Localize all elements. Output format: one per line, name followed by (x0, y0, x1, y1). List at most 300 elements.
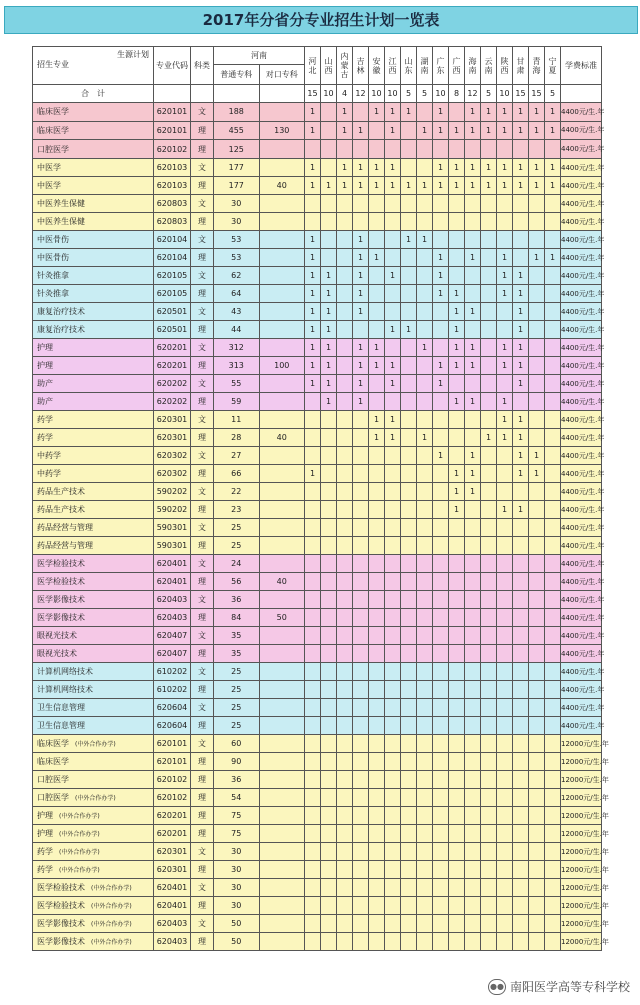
province-quota (417, 609, 433, 627)
province-quota (529, 825, 545, 843)
province-quota (337, 375, 353, 393)
major-code: 590301 (154, 519, 191, 537)
subject-type: 文 (191, 483, 214, 501)
major-name: 助产 (37, 379, 53, 388)
major-code: 620407 (154, 627, 191, 645)
province-quota (305, 753, 321, 771)
province-quota (465, 915, 481, 933)
major-name: 中药学 (37, 451, 61, 460)
fee-cell: 12000元/生.年 (561, 753, 602, 771)
province-quota (337, 645, 353, 663)
province-quota (337, 717, 353, 735)
henan-vocational (259, 140, 305, 159)
province-quota: 1 (513, 103, 529, 122)
province-quota (481, 573, 497, 591)
province-quota (449, 663, 465, 681)
province-quota (353, 681, 369, 699)
province-header: 安徽 (369, 47, 385, 85)
province-quota: 1 (385, 357, 401, 375)
province-quota (369, 843, 385, 861)
province-quota: 1 (513, 303, 529, 321)
province-total: 10 (369, 85, 385, 103)
province-quota: 1 (481, 121, 497, 140)
subject-type: 理 (191, 771, 214, 789)
province-quota: 1 (497, 429, 513, 447)
province-total: 10 (497, 85, 513, 103)
province-quota (417, 267, 433, 285)
province-quota (449, 771, 465, 789)
major-name: 药学 (37, 433, 53, 442)
province-quota (353, 645, 369, 663)
major-cell (33, 753, 154, 771)
major-name: 计算机网络技术 (37, 667, 93, 676)
subject-type: 文 (191, 103, 214, 122)
province-quota (337, 249, 353, 267)
province-quota (465, 861, 481, 879)
province-quota (401, 339, 417, 357)
province-quota (513, 573, 529, 591)
province-quota (369, 447, 385, 465)
province-quota (385, 537, 401, 555)
major-cell (33, 411, 154, 429)
subject-type: 理 (191, 285, 214, 303)
subject-type: 理 (191, 825, 214, 843)
province-quota (385, 393, 401, 411)
province-quota (449, 591, 465, 609)
subject-type: 理 (191, 429, 214, 447)
fee-cell: 12000元/生.年 (561, 879, 602, 897)
province-quota: 1 (305, 303, 321, 321)
province-quota (449, 789, 465, 807)
province-quota (465, 933, 481, 951)
province-quota (449, 609, 465, 627)
province-quota (305, 591, 321, 609)
province-quota (529, 717, 545, 735)
province-quota (401, 591, 417, 609)
province-quota (545, 339, 561, 357)
province-quota (465, 735, 481, 753)
province-quota (497, 465, 513, 483)
major-name: 医学检验技术 (37, 883, 85, 892)
wechat-icon: ●● (488, 979, 506, 995)
table-row (33, 519, 602, 537)
province-quota (513, 753, 529, 771)
province-quota (545, 897, 561, 915)
province-quota (321, 429, 337, 447)
province-quota: 1 (497, 285, 513, 303)
province-quota (481, 213, 497, 231)
fee-cell: 4400元/生.年 (561, 519, 602, 537)
henan-vocational (259, 537, 305, 555)
major-cell (33, 573, 154, 591)
province-quota (321, 879, 337, 897)
major-code: 590202 (154, 483, 191, 501)
province-quota (497, 303, 513, 321)
fee-cell: 4400元/生.年 (561, 573, 602, 591)
fee-cell: 4400元/生.年 (561, 393, 602, 411)
henan-vocational (259, 501, 305, 519)
province-quota (433, 825, 449, 843)
major-name: 临床医学 (37, 757, 69, 766)
major-cell (33, 681, 154, 699)
henan-vocational (259, 699, 305, 717)
major-name: 眼视光技术 (37, 649, 77, 658)
province-quota (465, 375, 481, 393)
province-quota (369, 609, 385, 627)
province-quota (369, 879, 385, 897)
province-quota (529, 771, 545, 789)
subject-type: 理 (191, 465, 214, 483)
major-cell (33, 897, 154, 915)
province-quota: 1 (497, 393, 513, 411)
major-cell (33, 537, 154, 555)
henan-vocational: 50 (259, 609, 305, 627)
province-quota (417, 879, 433, 897)
province-quota (353, 789, 369, 807)
henan-vocational-header: 对口专科 (259, 65, 305, 85)
province-quota (321, 915, 337, 933)
henan-regular: 36 (214, 591, 260, 609)
province-quota (353, 753, 369, 771)
province-quota (529, 753, 545, 771)
province-quota: 1 (497, 267, 513, 285)
province-quota (369, 699, 385, 717)
province-quota (401, 915, 417, 933)
province-quota (433, 519, 449, 537)
province-quota (353, 735, 369, 753)
province-quota (449, 681, 465, 699)
henan-regular: 66 (214, 465, 260, 483)
table-row (33, 357, 602, 375)
corner-header (33, 47, 154, 85)
province-quota: 1 (353, 231, 369, 249)
province-quota (385, 807, 401, 825)
province-quota: 1 (449, 177, 465, 195)
major-cell (33, 933, 154, 951)
province-quota: 1 (465, 177, 481, 195)
province-header: 山西 (321, 47, 337, 85)
province-quota (513, 915, 529, 933)
major-cell (33, 735, 154, 753)
major-code: 620401 (154, 555, 191, 573)
major-name: 药品生产技术 (37, 505, 85, 514)
province-quota: 1 (465, 159, 481, 177)
table-row (33, 339, 602, 357)
province-quota (513, 555, 529, 573)
province-quota (433, 627, 449, 645)
henan-vocational: 100 (259, 357, 305, 375)
province-quota: 1 (337, 103, 353, 122)
province-quota (353, 699, 369, 717)
province-quota (369, 321, 385, 339)
province-quota (305, 519, 321, 537)
province-quota (385, 915, 401, 933)
province-quota (545, 681, 561, 699)
table-row (33, 429, 602, 447)
province-quota (305, 843, 321, 861)
province-quota (433, 303, 449, 321)
province-quota (545, 231, 561, 249)
province-quota: 1 (433, 375, 449, 393)
province-quota (369, 285, 385, 303)
henan-regular: 35 (214, 627, 260, 645)
major-cell (33, 321, 154, 339)
province-quota: 1 (385, 429, 401, 447)
province-quota (465, 591, 481, 609)
province-quota (465, 681, 481, 699)
province-quota (385, 447, 401, 465)
major-name: 医学影像技术 (37, 919, 85, 928)
province-quota (433, 195, 449, 213)
major-cell (33, 177, 154, 195)
province-quota (385, 681, 401, 699)
province-header: 海南 (465, 47, 481, 85)
table-row (33, 591, 602, 609)
province-quota (465, 609, 481, 627)
province-quota: 1 (305, 375, 321, 393)
major-name: 临床医学 (37, 107, 69, 117)
province-quota (369, 375, 385, 393)
province-quota (369, 861, 385, 879)
province-quota (433, 429, 449, 447)
table-row (33, 897, 602, 915)
major-code: 620102 (154, 140, 191, 159)
province-quota (353, 537, 369, 555)
province-quota: 1 (449, 357, 465, 375)
province-quota (481, 357, 497, 375)
province-header: 湖南 (417, 47, 433, 85)
province-quota: 1 (529, 121, 545, 140)
province-quota (401, 213, 417, 231)
major-code: 620604 (154, 699, 191, 717)
major-code: 620201 (154, 825, 191, 843)
province-quota (497, 753, 513, 771)
henan-vocational: 40 (259, 573, 305, 591)
major-code: 620401 (154, 573, 191, 591)
province-quota (545, 573, 561, 591)
table-row (33, 121, 602, 140)
province-quota (369, 807, 385, 825)
province-quota: 1 (353, 159, 369, 177)
province-quota (385, 573, 401, 591)
province-quota (417, 159, 433, 177)
major-note: (中外合作办学) (59, 813, 100, 820)
major-code: 620103 (154, 159, 191, 177)
province-quota (385, 717, 401, 735)
major-code: 620301 (154, 843, 191, 861)
province-quota (529, 609, 545, 627)
province-total: 15 (529, 85, 545, 103)
province-quota: 1 (385, 121, 401, 140)
province-quota (481, 681, 497, 699)
total-fee-cell (561, 85, 602, 103)
henan-regular: 62 (214, 267, 260, 285)
major-code: 620403 (154, 591, 191, 609)
province-quota (545, 627, 561, 645)
province-total: 5 (417, 85, 433, 103)
province-quota (465, 699, 481, 717)
henan-vocational (259, 843, 305, 861)
province-quota (353, 807, 369, 825)
province-quota (433, 717, 449, 735)
province-quota (497, 735, 513, 753)
province-quota (401, 789, 417, 807)
major-code: 590202 (154, 501, 191, 519)
province-quota: 1 (337, 177, 353, 195)
province-quota (321, 771, 337, 789)
major-cell (33, 843, 154, 861)
province-quota (321, 447, 337, 465)
major-note: (中外合作办学) (75, 795, 116, 802)
province-quota (465, 501, 481, 519)
major-name: 护理 (37, 361, 53, 370)
province-quota (433, 645, 449, 663)
province-quota (385, 231, 401, 249)
province-quota (433, 411, 449, 429)
province-quota: 1 (353, 249, 369, 267)
subject-type: 文 (191, 663, 214, 681)
province-quota (369, 465, 385, 483)
province-quota (513, 735, 529, 753)
province-quota (337, 933, 353, 951)
province-quota (321, 717, 337, 735)
fee-cell: 4400元/生.年 (561, 537, 602, 555)
province-quota (465, 267, 481, 285)
henan-regular: 53 (214, 231, 260, 249)
major-name: 临床医学 (37, 739, 69, 748)
province-quota (481, 591, 497, 609)
province-quota (497, 321, 513, 339)
henan-regular: 24 (214, 555, 260, 573)
province-quota (481, 483, 497, 501)
province-quota (481, 735, 497, 753)
fee-cell: 4400元/生.年 (561, 591, 602, 609)
province-quota: 1 (321, 285, 337, 303)
province-quota (529, 699, 545, 717)
province-quota (465, 321, 481, 339)
henan-regular: 30 (214, 213, 260, 231)
province-quota: 1 (513, 121, 529, 140)
fee-cell: 12000元/生.年 (561, 915, 602, 933)
province-quota: 1 (497, 159, 513, 177)
province-quota (369, 717, 385, 735)
province-quota (481, 789, 497, 807)
province-header: 甘肃 (513, 47, 529, 85)
province-quota: 1 (385, 177, 401, 195)
province-total: 4 (337, 85, 353, 103)
province-quota (449, 699, 465, 717)
province-quota (513, 861, 529, 879)
province-quota (417, 573, 433, 591)
province-quota: 1 (481, 177, 497, 195)
henan-regular: 30 (214, 195, 260, 213)
province-quota: 1 (401, 103, 417, 122)
province-quota (545, 861, 561, 879)
province-quota (353, 447, 369, 465)
province-quota (369, 645, 385, 663)
province-quota (449, 555, 465, 573)
province-quota (305, 483, 321, 501)
province-quota (529, 375, 545, 393)
province-quota (401, 573, 417, 591)
province-quota (545, 519, 561, 537)
province-quota (305, 879, 321, 897)
fee-cell: 12000元/生.年 (561, 771, 602, 789)
province-quota: 1 (353, 285, 369, 303)
province-quota (513, 825, 529, 843)
province-quota: 1 (321, 393, 337, 411)
province-quota (417, 357, 433, 375)
table-row (33, 177, 602, 195)
major-name: 护理 (37, 811, 53, 820)
province-quota (545, 555, 561, 573)
province-quota (497, 555, 513, 573)
henan-vocational (259, 861, 305, 879)
province-header: 云南 (481, 47, 497, 85)
province-quota (529, 195, 545, 213)
henan-regular: 84 (214, 609, 260, 627)
major-code: 620803 (154, 195, 191, 213)
province-quota (385, 771, 401, 789)
henan-vocational (259, 393, 305, 411)
province-quota (417, 483, 433, 501)
table-row (33, 789, 602, 807)
province-quota: 1 (465, 339, 481, 357)
province-quota (433, 321, 449, 339)
province-total: 15 (513, 85, 529, 103)
province-quota (385, 843, 401, 861)
province-quota (513, 483, 529, 501)
province-quota (369, 267, 385, 285)
province-quota (513, 231, 529, 249)
province-quota: 1 (465, 103, 481, 122)
province-quota: 1 (513, 321, 529, 339)
major-code: 620201 (154, 807, 191, 825)
henan-regular: 25 (214, 519, 260, 537)
province-quota (321, 121, 337, 140)
major-code: 620201 (154, 357, 191, 375)
province-quota (385, 663, 401, 681)
subject-type: 理 (191, 609, 214, 627)
province-quota (337, 321, 353, 339)
major-code: 620104 (154, 249, 191, 267)
province-quota (401, 825, 417, 843)
province-quota (449, 249, 465, 267)
province-quota (337, 825, 353, 843)
province-quota: 1 (369, 249, 385, 267)
subject-type: 文 (191, 375, 214, 393)
province-quota (321, 699, 337, 717)
fee-cell: 4400元/生.年 (561, 321, 602, 339)
subject-type: 文 (191, 843, 214, 861)
major-code: 620201 (154, 339, 191, 357)
subject-type: 理 (191, 897, 214, 915)
henan-regular: 75 (214, 807, 260, 825)
province-quota (417, 501, 433, 519)
major-code: 620202 (154, 393, 191, 411)
subject-type: 理 (191, 645, 214, 663)
province-quota (545, 753, 561, 771)
province-quota: 1 (529, 465, 545, 483)
henan-vocational (259, 195, 305, 213)
province-quota (385, 699, 401, 717)
major-code: 620101 (154, 735, 191, 753)
province-quota: 1 (305, 121, 321, 140)
major-cell (33, 121, 154, 140)
province-quota (369, 140, 385, 159)
province-quota (497, 591, 513, 609)
province-quota (321, 753, 337, 771)
